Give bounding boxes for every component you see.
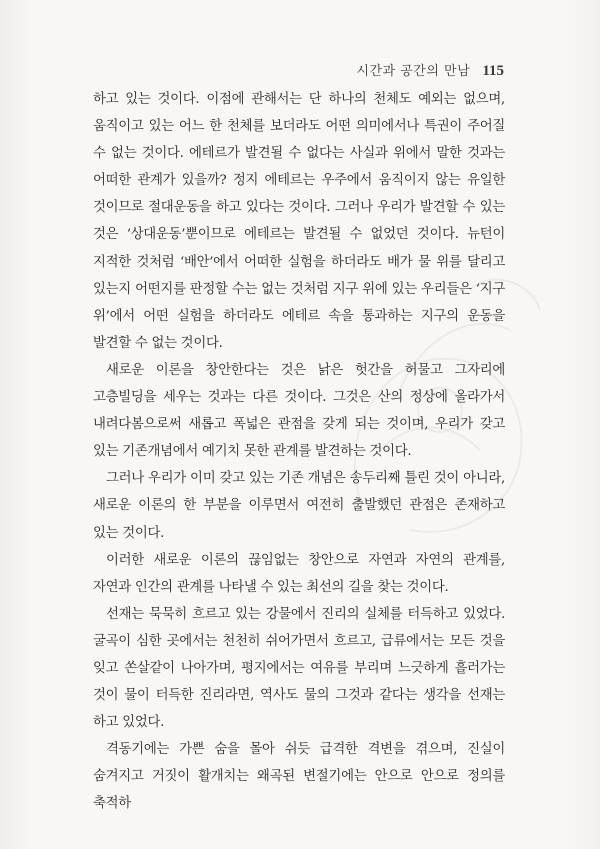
page-number: 115: [482, 63, 504, 79]
paragraph: 새로운 이론을 창안한다는 것은 낡은 헛간을 허물고 그자리에 고층빌딩을 세우는 것과는 다른 것이다. 그것은 산의 정상에 올라가서 내려다봄으로써 새롭고 폭넓은 관점을 갖게 되는 것이며, 우리가 갖고 있는 기존개념에서 예기치 못한 관계를 발견하는 것이다.: [93, 362, 505, 460]
paragraph: 그러나 우리가 이미 갖고 있는 기존 개념은 송두리째 틀린 것이 아니라, 새로운 이론의 한 부분을 이루면서 여전히 출발했던 관점은 존재하고 있는 것이다.: [93, 471, 505, 541]
header-title: 시간과 공간의 만남: [356, 64, 471, 79]
paragraph: 이러한 새로운 이론의 끊임없는 창안으로 자연과 자연의 관계를, 자연과 인간의 관계를 나타낼 수 있는 최선의 길을 찾는 것이다.: [93, 552, 505, 595]
running-header: [356, 60, 504, 80]
paragraph: 격동기에는 가쁜 숨을 몰아 쉬듯 급격한 격변을 겪으며, 진실이 숨겨지고 거짓이 활개치는 왜곡된 변절기에는 안으로 안으로 정의를 축적하: [93, 742, 505, 812]
paragraph: 선재는 묵묵히 흐르고 있는 강물에서 진리의 실체를 터득하고 있었다. 굴곡이 심한 곳에서는 천천히 쉬어가면서 흐르고, 급류에서는 모든 것을 잊고 쏜살같이 나아가며, 평지에서는 여유를 부리며 느긋하게 흘러가는 것이 물이 터득한 진리라면, 역사도 물의 그것과 같다는 생각을 선재는 하고 있었다.: [93, 606, 505, 731]
paragraph: 하고 있는 것이다. 이점에 관해서는 단 하나의 천체도 예외는 없으며, 움직이고 있는 어느 한 천체를 보더라도 어떤 의미에서나 특권이 주어질 수 없는 것이다. 에테르가 발견될 수 없다는 사실과 위에서 말한 것과는 어떠한 관계가 있을까? 정지 에테르는 우주에서 움직이지 않는 유일한 것이므로 절대운동을 하고 있다는 것이다. 그러나 우리가 발견할 수 있는 것은 ‘상대운동’뿐이므로 에테르는 발견될 수 없었던 것이다. 뉴턴이 지적한 것처럼 ‘배안’에서 어떠한 실험을 하더라도 배가 물 위를 달리고 있는지 어떤지를 판정할 수는 없는 것처럼 지구 위에 있는 우리들은 ‘지구 위’에서 어떤 실험을 하더라도 에테르 속을 통과하는 지구의 운동을 발견할 수 없는 것이다.: [93, 92, 505, 351]
body-text: [93, 86, 505, 818]
